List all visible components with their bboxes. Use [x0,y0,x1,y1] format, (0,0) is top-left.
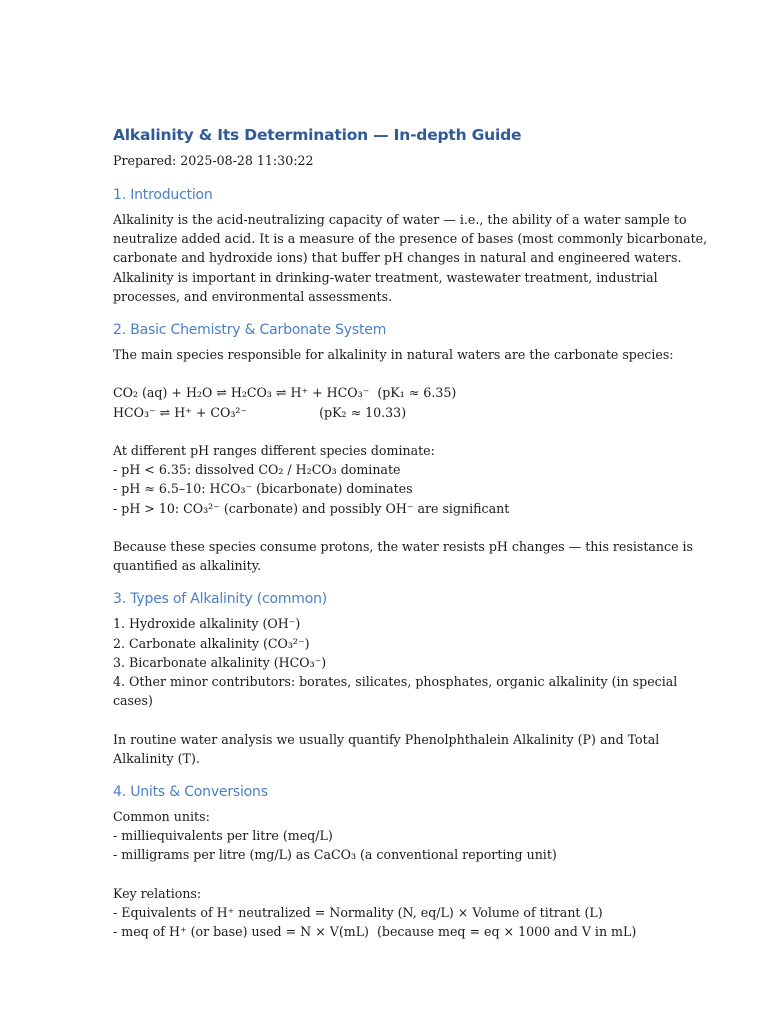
section-body [113,807,658,941]
text-line: The main species responsible for alkalinity in natural waters are the carbonate species: [113,347,674,363]
section-body [113,614,678,768]
section-body [113,345,694,575]
text-line: In routine water analysis we usually quantify Phenolphthalein Alkalinity (P) and Total [113,731,660,747]
section-heading: 3. Types of Alkalinity (common) [113,591,328,608]
text-line: - meq of H⁺ (or base) used = N × V(mL) (because meq = eq × 1000 and V in mL) [113,924,637,940]
section-body [113,210,708,306]
document-content [113,124,708,941]
text-line: - pH ≈ 6.5–10: HCO₃⁻ (bicarbonate) dominates [113,481,413,497]
text-line: - pH > 10: CO₃²⁻ (carbonate) and possibly OH⁻ are significant [113,500,510,516]
text-line: - pH < 6.35: dissolved CO₂ / H₂CO₃ dominate [113,462,401,478]
text-line: neutralize added acid. It is a measure of the presence of bases (most commonly bicarbonate, [113,231,708,247]
paragraph-gap [113,865,658,884]
paragraph-gap [113,518,658,537]
text-line: Alkalinity (T). [113,750,200,766]
text-line: 4. Other minor contributors: borates, silicates, phosphates, organic alkalinity (in special [113,674,678,690]
section-heading: 2. Basic Chemistry & Carbonate System [113,322,387,339]
text-line: - Equivalents of H⁺ neutralized = Normality (N, eq/L) × Volume of titrant (L) [113,905,603,921]
text-line: cases) [113,693,153,709]
text-line: carbonate and hydroxide ions) that buffer pH changes in natural and engineered waters. [113,250,682,266]
text-line: Alkalinity is the acid-neutralizing capacity of water — i.e., the ability of a water sample to [113,212,687,227]
text-line: - milliequivalents per litre (meq/L) [113,828,333,844]
text-line: 1. Hydroxide alkalinity (OH⁻) [113,616,301,632]
sections-container [113,185,708,941]
text-line: Alkalinity is important in drinking-water treatment, wastewater treatment, industrial [113,269,658,285]
text-line: - milligrams per litre (mg/L) as CaCO₃ (a conventional reporting unit) [113,847,557,863]
text-line: Because these species consume protons, the water resists pH changes — this resistance is [113,539,694,554]
section-heading: 4. Units & Conversions [113,784,268,801]
document-title: Alkalinity & Its Determination — In-depth Guide [113,126,522,144]
paragraph-gap [113,364,658,383]
paragraph-gap [113,710,658,729]
text-line: 2. Carbonate alkalinity (CO₃²⁻) [113,635,310,651]
text-line: CO₂ (aq) + H₂O ⇌ H₂CO₃ ⇌ H⁺ + HCO₃⁻ (pK₁ ≈ 6.35) [113,385,457,401]
text-line: 3. Bicarbonate alkalinity (HCO₃⁻) [113,654,327,670]
section-heading: 1. Introduction [113,187,213,203]
prepared-timestamp: Prepared: 2025-08-28 11:30:22 [113,153,314,168]
text-line: Common units: [113,809,210,825]
text-line: Key relations: [113,885,202,901]
paragraph-gap [113,422,658,441]
text-line: quantified as alkalinity. [113,558,262,574]
text-line: HCO₃⁻ ⇌ H⁺ + CO₃²⁻ (pK₂ ≈ 10.33) [113,404,407,420]
text-line: At different pH ranges different species dominate: [113,443,435,458]
text-line: processes, and environmental assessments. [113,288,393,304]
